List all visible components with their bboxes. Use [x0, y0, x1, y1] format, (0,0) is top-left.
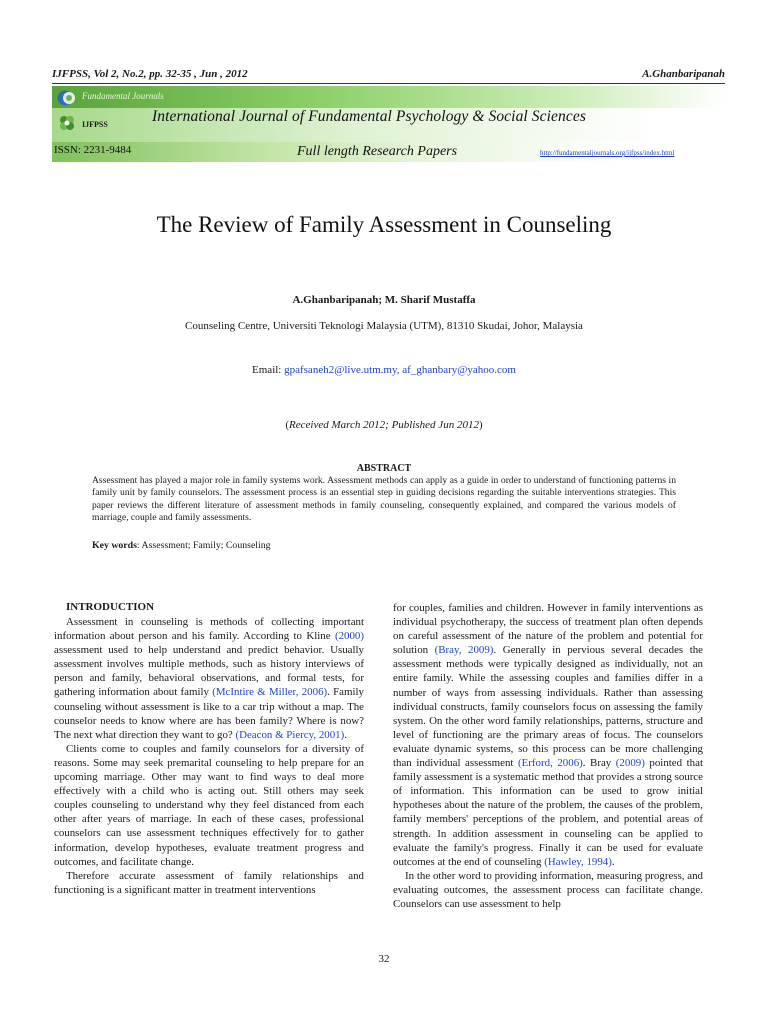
- citation-link[interactable]: (Bray, 2009): [434, 644, 494, 657]
- header-rule: [52, 83, 725, 84]
- paragraph: for couples, families and children. However in family interventions as individual psychotherapy, the success of treatment plan often depends on careful assessment of the nature of the problem and potential for solution (Bray, 2009). Generally in pervious several decades the assessment methods were typically designed as individually, not an entire family. While the assessing couples and families differ in a number of ways from assessing individuals. Rather than assessing individual constructs, family counselors focus on assessing the family system. On the other word family relationships, patterns, structure and level of functioning are the primary areas of focus. The counselors evaluate dynamic systems, so this process can be more challenging than individual assessment (Erford, 2006). Bray (2009) pointed that family assessment is a systematic method that provides a strong source of information. This information can be used to grow initial hypotheses about the nature of the problem, the causes of the problem, family members' perceptions of the problem, and potential areas of strength. In addition assessment in counseling can be applied to evaluate the family's progress. Finally it can be used for evaluate outcomes at the end of counseling (Hawley, 1994).: [393, 602, 703, 868]
- section-heading-introduction: INTRODUCTION: [66, 601, 155, 613]
- abstract-heading: ABSTRACT: [356, 463, 412, 474]
- citation-link[interactable]: (Erford, 2006): [518, 757, 583, 770]
- author-email: [0, 364, 768, 376]
- banner-subtitle: Full length Research Papers: [297, 144, 458, 159]
- email-links[interactable]: gpafsaneh2@live.utm.my, af_ghanbary@yahoo.com: [284, 364, 516, 376]
- running-header-right: A.Ghanbaripanah: [642, 68, 725, 80]
- publisher-name: Fundamental Journals: [82, 91, 164, 101]
- keywords-list: : Assessment; Family; Counseling: [136, 540, 271, 551]
- logo-label: IJFPSS: [82, 120, 108, 129]
- received-dates: Received March 2012; Published Jun 2012: [289, 419, 479, 431]
- keywords-label: Key words: [92, 540, 137, 551]
- author-affiliation: Counseling Centre, Universiti Teknologi Malaysia (UTM), 81310 Skudai, Johor, Malaysia: [185, 320, 583, 332]
- journal-banner: [52, 86, 725, 162]
- email-label: Email:: [252, 364, 285, 376]
- journal-url-link[interactable]: http://fundamentaljournals.org/ijfpss/index.html: [540, 149, 675, 157]
- citation-link[interactable]: (Deacon & Piercy, 2001): [235, 728, 345, 741]
- right-column: [393, 601, 703, 911]
- ijfpss-logo-icon: [58, 114, 76, 132]
- journal-title: International Journal of Fundamental Psychology & Social Sciences: [152, 108, 586, 125]
- page-number: 32: [378, 953, 390, 965]
- citation-link[interactable]: (Hawley, 1994): [544, 855, 612, 868]
- left-column: [54, 615, 364, 897]
- received-published: (Received March 2012; Published Jun 2012): [285, 419, 483, 431]
- article-authors: A.Ghanbaripanah; M. Sharif Mustaffa: [292, 294, 476, 306]
- citation-link[interactable]: (2000): [334, 630, 364, 643]
- paragraph: Therefore accurate assessment of family relationships and functioning is a significant matter in treatment interventions: [54, 869, 364, 896]
- abstract-body: Assessment has played a major role in family systems work. Assessment methods can apply as a guide in order to understand of functioning patterns in family unit by family counselors. The assessment process is an essential step in guiding decisions regarding the suitable interventions strategies. This paper reviews the different literature of assessment methods in family counseling, consequently explained, and compared the various models of marriage, couple and family assessments.: [92, 475, 676, 523]
- citation-link[interactable]: (2009): [615, 757, 645, 770]
- issn: ISSN: 2231-9484: [54, 144, 132, 156]
- paragraph: Clients come to couples and family counselors for a diversity of reasons. Some may seek premarital counseling to help prepare for an upcoming marriage. Other may want to find ways to deal more effectively with a child who is acting out. Still others may seek couples counseling to understand why they feel distanced from each other after years of marriage. In each of these cases, professional counselors can use assessment techniques effectively for to gather information, develop hypotheses, evaluate treatment progress and outcomes, and facilitate change.: [54, 742, 364, 868]
- paragraph: Assessment in counseling is methods of collecting important information about person and his family. According to Kline (2000) assessment used to help understand and predict behavior. Usually assessment involves multiple methods, such as history interviews of person and family, behavioral observations, and formal tests, for gathering information about family (McIntire & Miller, 2006). Family counseling without assessment is like to a car trip without a map. The counselor needs to know where are has been family? Where is now? The next what direction they want to go? (Deacon & Piercy, 2001).: [54, 616, 364, 741]
- article-title: The Review of Family Assessment in Counseling: [156, 212, 612, 237]
- citation-link[interactable]: (McIntire & Miller, 2006): [212, 686, 328, 699]
- running-header-left: IJFPSS, Vol 2, No.2, pp. 32-35 , Jun , 2012: [52, 68, 248, 80]
- keywords: [92, 540, 271, 551]
- paragraph: In the other word to providing information, measuring progress, and evaluating outcomes, the assessment process can facilitate change. Counselors can use assessment to help: [393, 869, 703, 910]
- journal-logo-icon: [56, 89, 78, 107]
